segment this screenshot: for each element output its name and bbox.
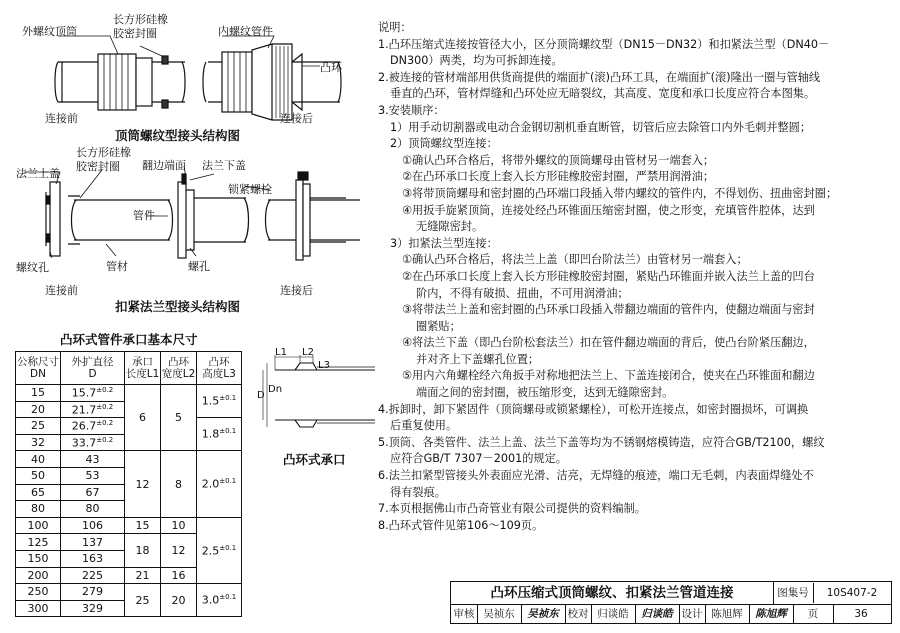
header-dn: 公称尺寸 DN	[16, 352, 61, 385]
cell-l2: 10	[161, 517, 197, 534]
cell-d: 80	[61, 501, 125, 518]
note-line: 8.凸环式管件见第106～109页。	[378, 518, 544, 532]
note-line: 并对齐上下盖螺孔位置；	[416, 352, 540, 366]
designer-signature: 陈旭辉	[749, 604, 794, 624]
cell-dn: 20	[16, 401, 61, 418]
cell-l3-tol: ±0.1	[219, 593, 237, 602]
cell-d	[61, 418, 125, 435]
note-line: ②在凸环承口长度上套入长方形硅橡胶密封圈，紧贴凸环锥面并嵌入法兰上盖的凹台	[402, 269, 815, 283]
cell-d-value: 15.7	[71, 386, 97, 400]
cell-l3-value: 3.0	[201, 594, 220, 608]
note-line: ①确认凸环合格后，将带外螺纹的顶筒螺母由管材另一端套入；	[402, 153, 715, 167]
cell-l3-tol: ±0.1	[219, 394, 237, 403]
table-row	[16, 451, 242, 468]
socket-caption: 凸环式承口	[283, 452, 346, 467]
cell-d	[61, 401, 125, 418]
label-flange-upper: 法兰上盖	[16, 167, 60, 180]
reviewer-name: 吴祯东	[477, 604, 522, 624]
cell-l3-tol: ±0.1	[219, 427, 237, 436]
cell-d: 279	[61, 584, 125, 601]
cell-d-tol: ±0.2	[96, 402, 114, 411]
atlas-number: 10S407-2	[826, 587, 878, 599]
cell-l2: 20	[161, 584, 197, 617]
cell-l3-tol: ±0.1	[219, 543, 237, 552]
label-gasket-1: 长方形硅橡 胶密封圈	[113, 13, 168, 40]
label-after-2: 连接后	[280, 284, 313, 297]
cell-l1: 25	[125, 584, 161, 617]
cell-l3-value: 2.0	[201, 477, 220, 491]
cell-dn: 100	[16, 517, 61, 534]
page-number: 36	[854, 608, 868, 620]
note-line: 端面之间的密封圈，被压缩形变，达到无缝隙密封。	[416, 386, 674, 400]
note-line: 无缝隙密封。	[416, 220, 484, 234]
page-label: 页	[793, 604, 834, 624]
cell-dn: 200	[16, 567, 61, 584]
label-before-2: 连接前	[45, 284, 78, 297]
cell-dn: 50	[16, 467, 61, 484]
cell-d: 43	[61, 451, 125, 468]
note-line: ④将法兰下盖（即凸台阶松套法兰）扣在管件翻边端面的背后，使凸台阶紧压翻边，	[402, 336, 815, 350]
checker-signature: 归谈皓	[635, 604, 680, 624]
cell-d-value: 33.7	[71, 436, 97, 450]
label-outer-thread-nut: 外螺纹顶筒	[22, 25, 77, 38]
label-gasket-2: 长方形硅橡 胶密封圈	[76, 146, 131, 173]
cell-d	[61, 434, 125, 451]
checker-name: 归谈皓	[591, 604, 636, 624]
note-line: 后重复使用。	[390, 419, 458, 433]
cell-l1: 6	[125, 385, 161, 451]
note-line: ③将带法兰上盖和密封圈的凸环承口段插入带翻边端面的管件内，使翻边端面与密封	[402, 303, 815, 317]
cell-d-tol: ±0.2	[96, 435, 114, 444]
threaded-after-pipe	[203, 44, 341, 120]
table-row	[16, 385, 242, 402]
cell-l3	[197, 584, 242, 617]
check-label: 校对	[565, 604, 592, 624]
note-line: 2.被连接的管材端部用供货商提供的端面扩(滚)凸环工具，在端面扩(滚)隆出一圈与管轴线	[378, 70, 821, 84]
label-nut-hole: 螺纹孔	[16, 261, 49, 274]
notes-section	[378, 20, 890, 534]
flange-after-pipe	[266, 172, 361, 260]
cell-l1: 21	[125, 567, 161, 584]
note-line: ④用扳手旋紧顶筒，连接处经凸环锥面压缩密封圈，使之形变，充填管件腔体，达到	[402, 203, 815, 217]
note-line: 4.拆卸时，卸下紧固件（顶筒螺母或锁紧螺栓），可松开连接点，如密封圈损坏，可调换	[378, 402, 809, 416]
cell-l1: 18	[125, 534, 161, 567]
design-label: 设计	[679, 604, 706, 624]
cell-l3-value: 1.5	[201, 394, 220, 408]
cell-l3-tol: ±0.1	[219, 477, 237, 486]
cell-l3-value: 2.5	[201, 544, 220, 558]
note-line: 7.本页根据佛山市凸奇管业有限公司提供的资料编制。	[378, 502, 646, 516]
notes-heading: 说明：	[378, 21, 412, 34]
label-inner-thread-fitting: 内螺纹管件	[218, 25, 273, 38]
table-header-row	[16, 352, 242, 385]
cell-d-value: 26.7	[71, 419, 97, 433]
note-line: DN300）两类，均为可拆卸连接。	[390, 54, 563, 68]
note-line: ②在凸环承口长度上套入长方形硅橡胶密封圈，严禁用润滑油；	[402, 170, 715, 184]
note-line: 得有裂痕。	[390, 485, 446, 499]
label-flanged-end: 翻边端面	[142, 159, 186, 172]
cell-l2: 5	[161, 385, 197, 451]
cell-d-tol: ±0.2	[96, 385, 114, 394]
note-line: 2）顶筒螺纹型连接：	[390, 137, 498, 151]
dimension-table	[15, 351, 242, 617]
cell-dn: 250	[16, 584, 61, 601]
atlas-label: 图集号	[773, 583, 814, 603]
note-line: 3.安装顺序：	[378, 103, 445, 117]
label-flange-lower: 法兰下盖	[202, 159, 246, 172]
cell-dn: 300	[16, 600, 61, 617]
cell-d: 53	[61, 467, 125, 484]
note-line: 5.顶筒、各类管件、法兰上盖、法兰下盖等均为不锈钢熔模铸造，应符合GB/T2100，螺纹	[378, 435, 825, 449]
socket-l3: L3	[318, 360, 330, 371]
cell-l1: 15	[125, 517, 161, 534]
cell-l2: 12	[161, 534, 197, 567]
note-line: ⑤用内六角螺栓经六角扳手对称地把法兰上、下盖连接闭合，使夹在凸环锥面和翻边	[402, 369, 815, 383]
label-pipe: 管材	[106, 260, 128, 273]
reviewer-signature: 吴祯东	[521, 604, 566, 624]
label-lock-bolt: 锁紧螺栓	[228, 183, 272, 196]
cell-d	[61, 385, 125, 402]
cell-d: 163	[61, 550, 125, 567]
review-label: 审核	[451, 604, 478, 624]
cell-dn: 150	[16, 550, 61, 567]
cell-l3	[197, 385, 242, 418]
note-line: 1.凸环压缩式连接按管径大小，区分顶筒螺纹型（DN15－DN32）和扣紧法兰型（DN40－	[378, 37, 830, 51]
dimension-table-title: 凸环式管件承口基本尺寸	[60, 332, 198, 347]
flange-joint-caption: 扣紧法兰型接头结构图	[115, 299, 241, 314]
cell-dn: 25	[16, 418, 61, 435]
note-line: 阶内，不得有破损、扭曲，不可用润滑油；	[416, 286, 629, 300]
cell-d: 137	[61, 534, 125, 551]
title-block	[450, 581, 892, 624]
table-row	[16, 584, 242, 601]
cell-dn: 125	[16, 534, 61, 551]
label-bolt-hole: 螺孔	[188, 260, 210, 273]
cell-l2: 16	[161, 567, 197, 584]
socket-l1: L1	[275, 347, 287, 358]
header-d: 外扩直径 D	[61, 352, 125, 385]
cell-d: 329	[61, 600, 125, 617]
cell-l3-value: 1.8	[201, 428, 220, 442]
cell-l3	[197, 517, 242, 583]
note-line: 3）扣紧法兰型连接：	[390, 236, 498, 250]
note-line: 应符合GB/T 7307－2001的规定。	[390, 452, 567, 466]
cell-d: 106	[61, 517, 125, 534]
header-l3: 凸环 高度L3	[197, 352, 242, 385]
note-line: 垂直的凸环，管材焊缝和凸环处应无暗裂纹，其高度、宽度和承口长度应符合本图集。	[390, 87, 816, 101]
cell-dn: 15	[16, 385, 61, 402]
cell-d: 225	[61, 567, 125, 584]
cell-l3	[197, 451, 242, 517]
cell-d: 67	[61, 484, 125, 501]
label-after-1: 连接后	[280, 112, 313, 125]
cell-d-tol: ±0.2	[96, 419, 114, 428]
designer-name: 陈旭辉	[705, 604, 750, 624]
header-l1: 承口 长度L1	[125, 352, 161, 385]
note-line: 6.法兰扣紧型管接头外表面应光滑、洁亮，无焊缝的痕迹，端口无毛刺，内表面焊缝处不	[378, 469, 814, 483]
socket-d: D	[257, 390, 265, 401]
table-row	[16, 517, 242, 534]
note-line: ①确认凸环合格后，将法兰上盖（即凹台阶法兰）由管材另一端套入；	[402, 253, 748, 267]
socket-dn: Dn	[268, 384, 283, 395]
threaded-joint-caption: 顶筒螺纹型接头结构图	[115, 128, 241, 143]
note-line: ③将带顶筒螺母和密封圈的凸环端口段插入带内螺纹的管件内，不得划伤、扭曲密封圈；	[402, 186, 838, 200]
cell-d-value: 21.7	[71, 403, 97, 417]
note-line: 圈紧贴；	[416, 319, 461, 333]
socket-l2: L2	[302, 347, 314, 358]
cell-dn: 65	[16, 484, 61, 501]
header-l2: 凸环 宽度L2	[161, 352, 197, 385]
flange-joint-diagram	[10, 140, 370, 300]
label-before-1: 连接前	[45, 112, 78, 125]
label-fitting: 管件	[133, 209, 155, 222]
cell-l3	[197, 418, 242, 451]
cell-dn: 40	[16, 451, 61, 468]
note-line: 1）用手动切割器或电动合金钢切割机垂直断管，切管后应去除管口内外毛刺并整圆；	[390, 120, 812, 134]
drawing-title: 凸环压缩式顶筒螺纹、扣紧法兰管道连接	[451, 582, 774, 604]
threaded-before-pipe	[55, 54, 185, 110]
cell-dn: 80	[16, 501, 61, 518]
label-convex-ring: 凸环	[320, 61, 342, 74]
cell-dn: 32	[16, 434, 61, 451]
cell-l1: 12	[125, 451, 161, 517]
cell-l2: 8	[161, 451, 197, 517]
